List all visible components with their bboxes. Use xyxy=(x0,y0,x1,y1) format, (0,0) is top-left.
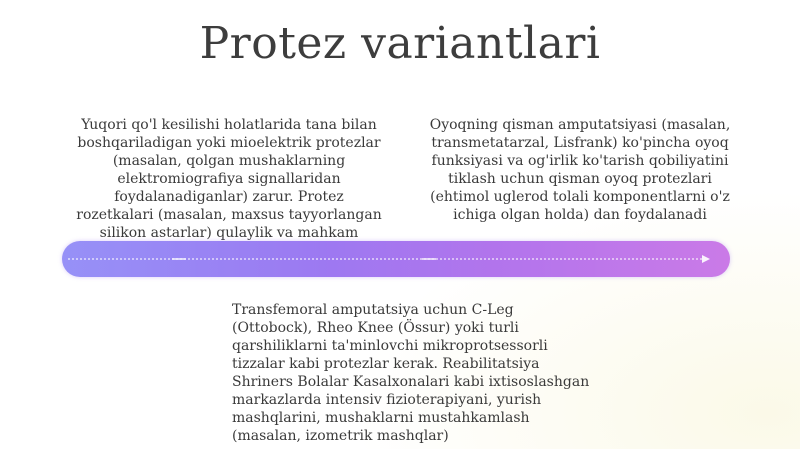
slide-title: Protez variantlari xyxy=(199,18,601,69)
text-block-upper-limb: Yuqori qo'l kesilishi holatlarida tana bilan boshqariladigan yoki mioelektrik protezlar (masalan, qolgan mushaklarning elektromiografiya signallaridan foydalanadiganlar) zarur. Protez rozetkalari (masalan, maxsus tayyorlangan silikon astarlar) qulaylik va mahkam xyxy=(76,117,382,241)
timeline-bar xyxy=(62,241,730,277)
text-block-transfemoral: Transfemoral amputatsiya uchun C-Leg (Ottobock), Rheo Knee (Össur) yoki turli qarshiliklarni ta'minlovchi mikroprotsessorli tizzalar kabi protezlar kerak. Reabilitatsiya Shriners Bolalar Kasalxonalari kabi ixtisoslashgan markazlarda intensiv fizioterapiyani, yurish mashqlarini, mushaklarni mustahkamlash (masalan, izometrik mashqlar) xyxy=(232,302,590,444)
text-block-partial-foot: Oyoqning qisman amputatsiyasi (masalan, transmetatarzal, Lisfrank) ko'pincha oyoq funksiyasi va og'irlik ko'tarish qobiliyatini tiklash uchun qisman oyoq protezlari (ehtimol uglerod tolali komponentlarni o'z ichiga olgan holda) dan foydalanadi xyxy=(429,117,731,223)
timeline-arrow-icon xyxy=(702,255,710,263)
timeline-line xyxy=(62,241,730,277)
